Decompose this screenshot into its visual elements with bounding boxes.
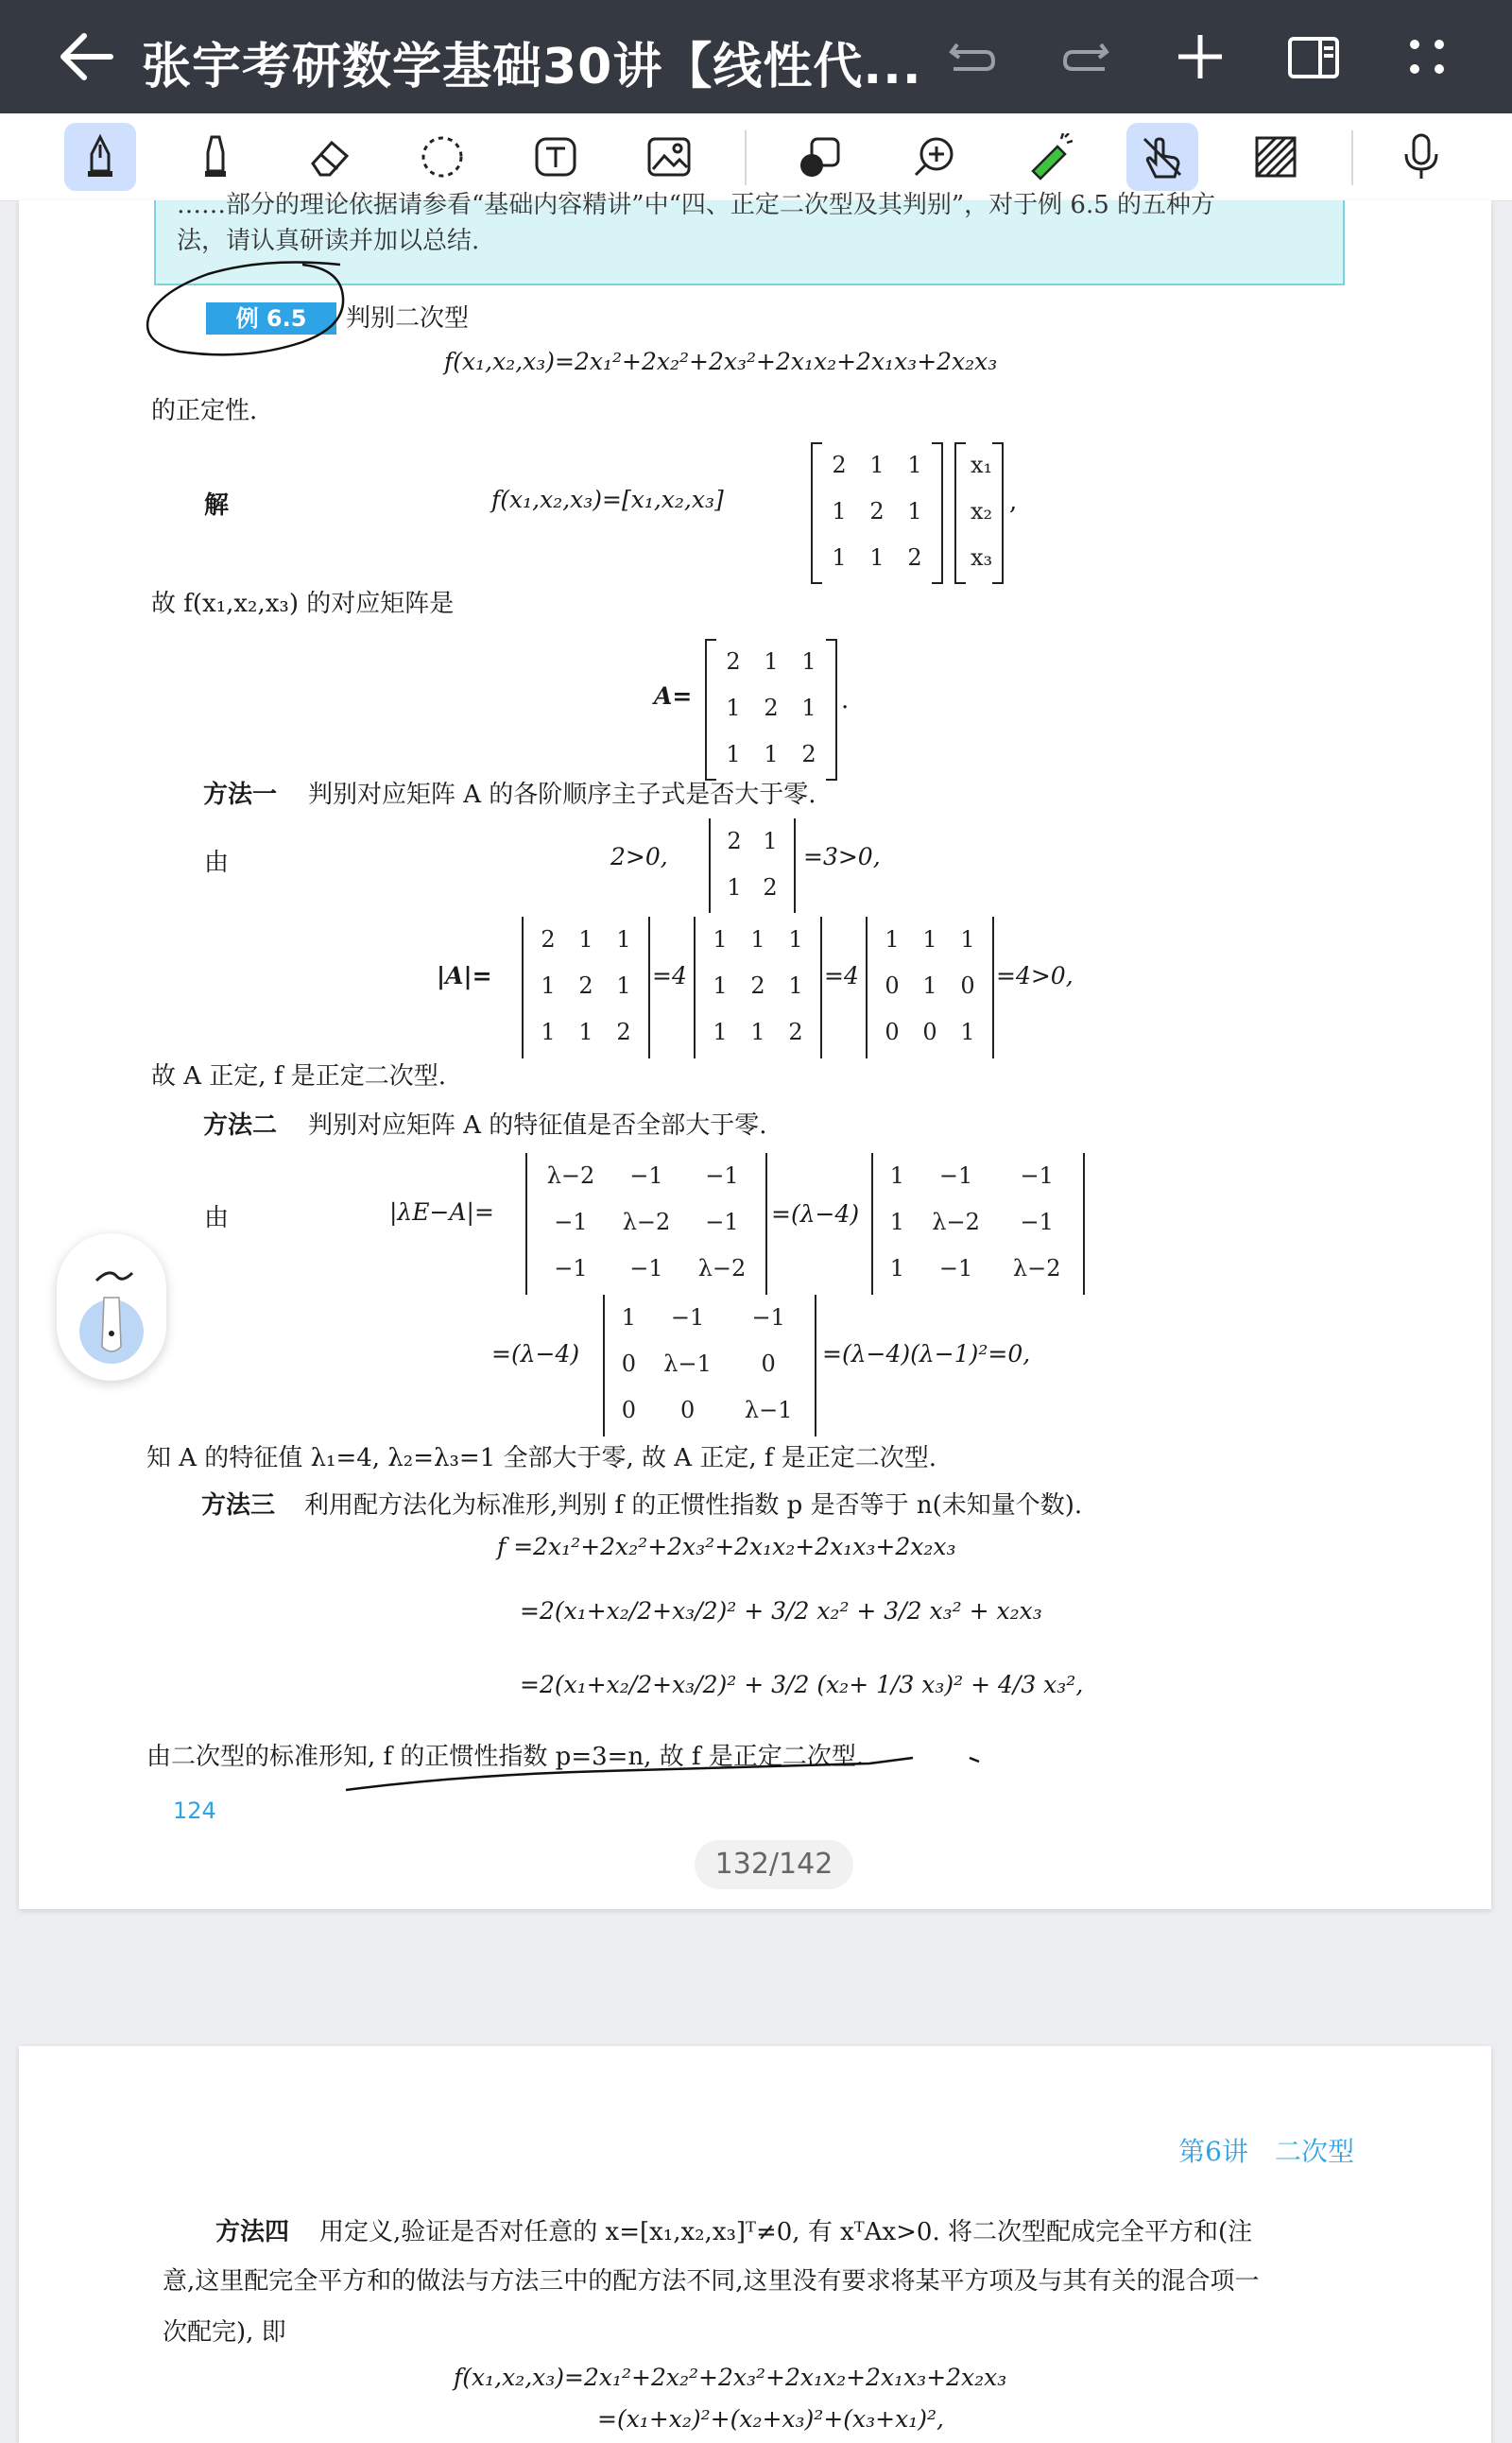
matrix-cell: x₁ <box>971 452 993 478</box>
method-text: 判别对应矩阵 A 的各阶顺序主子式是否大于零. <box>308 781 816 809</box>
matrix-cell: 0 <box>621 1351 637 1377</box>
matrix-row <box>873 963 987 1009</box>
matrix-cell: 1 <box>922 926 937 953</box>
matrix-cell: 1 <box>788 926 803 953</box>
highlighter-tool[interactable] <box>180 123 251 191</box>
minor-2 <box>716 818 788 911</box>
equation: =4 <box>652 962 687 989</box>
eraser-icon <box>305 133 352 181</box>
matrix-cell: 1 <box>801 695 816 721</box>
add-button[interactable] <box>1167 24 1233 90</box>
matrix-row <box>529 963 643 1009</box>
equation: f =2x₁²+2x₂²+2x₃²+2x₁x₂+2x₁x₃+2x₂x₃ <box>497 1533 956 1560</box>
shape-tool[interactable] <box>784 123 856 191</box>
matrix-cell: 0 <box>922 1019 937 1045</box>
matrix-cell: 1 <box>801 648 816 675</box>
matrix-row <box>716 865 788 911</box>
method-text: 利用配方法化为标准形,判别 f 的正惯性指数 p 是否等于 n(未知量个数). <box>304 1491 1083 1520</box>
matrix-row <box>873 917 987 963</box>
matrix-row <box>879 1153 1077 1199</box>
matrix <box>811 442 943 584</box>
matrix-row <box>879 1199 1077 1246</box>
microphone-tool[interactable] <box>1385 123 1457 191</box>
matrix-cell: 2 <box>801 741 816 767</box>
matrix-row <box>529 917 643 963</box>
equation: f(x₁,x₂,x₃)=2x₁²+2x₂²+2x₃²+2x₁x₂+2x₁x₃+2x₂x₃ <box>454 2364 1007 2391</box>
matrix-cell: 0 <box>885 972 900 999</box>
text-line: 故 f(x₁,x₂,x₃) 的对应矩阵是 <box>151 590 455 618</box>
matrix-row <box>820 489 934 535</box>
method-label: 方法一 <box>203 781 278 809</box>
more-button[interactable] <box>1394 24 1460 90</box>
determinant <box>524 1153 769 1295</box>
text-line: 故 A 正定, f 是正定二次型. <box>151 1062 446 1091</box>
matrix-row <box>610 1295 809 1341</box>
matrix-row <box>529 1009 643 1056</box>
eraser-tool[interactable] <box>293 123 365 191</box>
det-lambda-2 <box>879 1153 1077 1292</box>
matrix-cell: 0 <box>621 1397 637 1423</box>
matrix-row <box>533 1246 760 1292</box>
matrix-cell: 2 <box>726 648 741 675</box>
text-box-tool[interactable] <box>520 123 592 191</box>
note-box <box>154 191 1345 285</box>
touch-write-icon <box>1139 133 1186 181</box>
matrix-cell: 1 <box>885 926 900 953</box>
matrix-cell: −1 <box>670 1304 705 1331</box>
matrix-cell: 1 <box>869 452 885 478</box>
equation: =2(x₁+x₂/2+x₃/2)² + 3/2 x₂² + 3/2 x₃² + x₂x₃ <box>520 1597 1042 1625</box>
image-icon <box>645 133 693 181</box>
text-line: 知 A 的特征值 λ₁=4, λ₂=λ₃=1 全部大于零, 故 A 正定, f 是正定二次型. <box>146 1444 937 1472</box>
method-text: 判别对应矩阵 A 的特征值是否全部大于零. <box>308 1111 767 1140</box>
solution-label: 解 <box>204 491 230 520</box>
document-page <box>19 2046 1491 2443</box>
equation: =(λ−4)(λ−1)²=0, <box>822 1340 1031 1368</box>
matrix-row <box>533 1199 760 1246</box>
matrix-cell: 1 <box>578 926 593 953</box>
pattern-tool[interactable] <box>1240 123 1312 191</box>
equation: f(x₁,x₂,x₃)=2x₁²+2x₂²+2x₃²+2x₁x₂+2x₁x₃+2x₂x₃ <box>444 348 998 375</box>
matrix-cell: 1 <box>750 1019 765 1045</box>
matrix-cell: 1 <box>832 544 847 571</box>
matrix-cell: 1 <box>726 741 741 767</box>
text-line: 由二次型的标准形知, f 的正惯性指数 p=3=n, 故 f 是正定二次型. <box>146 1743 865 1771</box>
matrix-cell: 1 <box>616 972 631 999</box>
matrix-row <box>964 489 999 535</box>
matrix-row <box>610 1387 809 1434</box>
matrix-row <box>701 917 815 963</box>
matrix-cell: 1 <box>541 972 556 999</box>
matrix-cell: 1 <box>907 498 922 525</box>
panel-button[interactable] <box>1280 24 1347 90</box>
period: . <box>841 686 850 714</box>
matrix-cell: 1 <box>764 741 779 767</box>
matrix-cell: 1 <box>713 1019 728 1045</box>
matrix-cell: 1 <box>541 1019 556 1045</box>
method-label: 方法四 <box>215 2218 290 2246</box>
microphone-icon <box>1398 133 1445 181</box>
determinant <box>692 917 824 1058</box>
matrix-cell: λ−1 <box>744 1397 793 1423</box>
lasso-tool[interactable] <box>406 123 478 191</box>
matrix-cell: 1 <box>788 972 803 999</box>
determinant <box>707 818 798 913</box>
equation: A= <box>654 682 693 710</box>
matrix-cell: −1 <box>938 1255 973 1282</box>
matrix-cell: 1 <box>764 648 779 675</box>
matrix-cell: 2 <box>727 828 742 854</box>
matrix-cell: 1 <box>727 874 742 901</box>
matrix-cell: 1 <box>616 926 631 953</box>
matrix-cell: 1 <box>621 1304 637 1331</box>
matrix-row <box>701 1009 815 1056</box>
floating-pen-button[interactable] <box>57 1233 166 1381</box>
image-tool[interactable] <box>633 123 705 191</box>
matrix-row <box>879 1246 1077 1292</box>
matrix-row <box>701 963 815 1009</box>
det-lambda-1 <box>533 1153 760 1292</box>
matrix-row <box>964 442 999 489</box>
determinant <box>864 917 996 1058</box>
matrix-cell: λ−2 <box>622 1209 671 1235</box>
matrix-cell: 1 <box>922 972 937 999</box>
document-title: 张宇考研数学基础30讲【线性代... <box>142 39 922 95</box>
matrix-row <box>820 535 934 581</box>
matrix-cell: 1 <box>960 1019 975 1045</box>
matrix-cell: 1 <box>713 972 728 999</box>
matrix-cell: 1 <box>713 926 728 953</box>
text-line: 由 <box>204 1204 230 1232</box>
matrix-cell: 2 <box>869 498 885 525</box>
matrix-cell: x₃ <box>971 544 993 571</box>
equation: =3>0, <box>803 843 881 870</box>
undo-icon <box>938 24 1005 90</box>
matrix-cell: 2 <box>578 972 593 999</box>
matrix-cell: λ−2 <box>697 1255 747 1282</box>
highlighter-icon <box>192 133 239 181</box>
matrix-cell: 1 <box>889 1162 905 1189</box>
matrix-cell: 1 <box>832 498 847 525</box>
matrix-cell: 2 <box>616 1019 631 1045</box>
matrix-cell: 0 <box>679 1397 696 1423</box>
det-A <box>529 917 643 1056</box>
equation: |λE−A|= <box>389 1198 494 1226</box>
matrix-row <box>873 1009 987 1056</box>
equation: =2(x₁+x₂/2+x₃/2)² + 3/2 (x₂+ 1/3 x₃)² + 4/3 x₃², <box>520 1671 1084 1698</box>
matrix-cell: 2 <box>764 695 779 721</box>
back-button[interactable] <box>52 21 128 93</box>
matrix-cell: −1 <box>554 1209 588 1235</box>
undo-button[interactable] <box>938 24 1005 90</box>
method-label: 方法二 <box>203 1111 278 1140</box>
shape-icon <box>797 133 844 181</box>
matrix-row <box>820 442 934 489</box>
note-text: 法，请认真研读并加以总结. <box>177 227 480 255</box>
redo-button[interactable] <box>1054 24 1120 90</box>
equation: |A|= <box>437 962 492 989</box>
matrix-cell: 1 <box>750 926 765 953</box>
matrix-row <box>714 639 828 685</box>
pen-icon <box>77 133 124 181</box>
zoom-tool[interactable] <box>900 123 971 191</box>
matrix-A-sol <box>820 442 934 581</box>
matrix-cell: −1 <box>938 1162 973 1189</box>
matrix-cell: 0 <box>960 972 975 999</box>
matrix-cell: −1 <box>1020 1209 1054 1235</box>
equation: =(λ−4) <box>491 1340 580 1368</box>
method-text: 用定义,验证是否对任意的 x=[x₁,x₂,x₃]ᵀ≠0, 有 xᵀAx>0. 将二次型配成完全平方和(注 <box>319 2218 1253 2246</box>
determinant <box>601 1295 818 1437</box>
matrix-cell: 2 <box>541 926 556 953</box>
pen-icon <box>57 1233 166 1381</box>
matrix-row <box>533 1153 760 1199</box>
panel-icon <box>1280 24 1347 90</box>
matrix-cell: 0 <box>761 1351 776 1377</box>
lasso-icon <box>419 133 466 181</box>
matrix-row <box>964 535 999 581</box>
matrix-cell: 1 <box>960 926 975 953</box>
determinant <box>869 1153 1087 1295</box>
redo-icon <box>1054 24 1120 90</box>
matrix-cell: x₂ <box>971 498 993 525</box>
chapter-heading: 第6讲 二次型 <box>1178 2136 1354 2167</box>
plus-icon <box>1167 24 1233 90</box>
top-bar <box>0 0 1512 113</box>
det-lambda-3 <box>610 1295 809 1434</box>
matrix-cell: 1 <box>763 828 778 854</box>
matrix-cell: −1 <box>1020 1162 1054 1189</box>
matrix-cell: 1 <box>907 452 922 478</box>
matrix-A <box>714 639 828 778</box>
method-text: 意,这里配完全平方和的做法与方法三中的配方法不同,这里没有要求将某平方项及与其有关的混合项一 <box>163 2267 1260 2296</box>
matrix-row <box>716 818 788 865</box>
example-tag: 例 6.5 <box>206 302 336 335</box>
matrix-cell: −1 <box>629 1255 663 1282</box>
matrix-cell: 1 <box>578 1019 593 1045</box>
matrix-cell: 0 <box>885 1019 900 1045</box>
example-title: 判别二次型 <box>346 304 470 333</box>
method-text: 次配完), 即 <box>163 2318 286 2347</box>
arrow-left-icon <box>52 21 128 93</box>
matrix-cell: 2 <box>750 972 765 999</box>
matrix <box>705 639 837 781</box>
matrix-cell: λ−2 <box>932 1209 980 1235</box>
more-icon <box>1394 24 1460 90</box>
page-number: 124 <box>173 1798 216 1824</box>
document-page <box>19 191 1491 1909</box>
matrix-cell: 2 <box>788 1019 803 1045</box>
laser-pointer-icon <box>1025 133 1073 181</box>
determinant <box>520 917 652 1058</box>
matrix-cell: 2 <box>763 874 778 901</box>
equation: =(λ−4) <box>771 1200 860 1228</box>
matrix-cell: λ−2 <box>1012 1255 1061 1282</box>
matrix-cell: −1 <box>751 1304 785 1331</box>
touch-write-tool[interactable] <box>1126 123 1198 191</box>
matrix-cell: 1 <box>889 1255 905 1282</box>
matrix-cell: −1 <box>629 1162 663 1189</box>
page-indicator: 132/142 <box>695 1840 853 1889</box>
equation: 2>0, <box>610 843 668 870</box>
matrix-row <box>610 1341 809 1387</box>
matrix-cell: −1 <box>554 1255 588 1282</box>
matrix-cell: λ−1 <box>663 1351 712 1377</box>
note-text: ……部分的理论依据请参看“基础内容精讲”中“四、正定二次型及其判别”，对于例 6.5 的五种方 <box>177 191 1216 219</box>
det-b <box>701 917 815 1056</box>
method-label: 方法三 <box>201 1491 276 1520</box>
det-c <box>873 917 987 1056</box>
pattern-icon <box>1252 133 1299 181</box>
matrix-cell: 2 <box>832 452 847 478</box>
equation: f(x₁,x₂,x₃)=[x₁,x₂,x₃] <box>491 486 724 513</box>
matrix-cell: 1 <box>889 1209 905 1235</box>
vector-x <box>964 442 999 581</box>
zoom-icon <box>912 133 959 181</box>
matrix-row <box>714 685 828 731</box>
equation: =4>0, <box>996 962 1074 989</box>
equation: =4 <box>824 962 859 989</box>
matrix-cell: λ−2 <box>546 1162 595 1189</box>
text-box-icon <box>532 133 579 181</box>
laser-pointer-tool[interactable] <box>1013 123 1085 191</box>
text-line: 由 <box>204 849 230 877</box>
matrix-cell: −1 <box>705 1162 739 1189</box>
equation: =(x₁+x₂)²+(x₂+x₃)²+(x₃+x₁)², <box>597 2405 944 2433</box>
matrix-cell: 2 <box>907 544 922 571</box>
matrix-cell: −1 <box>705 1209 739 1235</box>
text-line: 的正定性. <box>151 397 258 425</box>
pen-tool[interactable] <box>64 123 136 191</box>
matrix-cell: 1 <box>726 695 741 721</box>
matrix-row <box>714 731 828 778</box>
vector <box>954 442 1004 584</box>
comma: , <box>1009 488 1018 516</box>
matrix-cell: 1 <box>869 544 885 571</box>
